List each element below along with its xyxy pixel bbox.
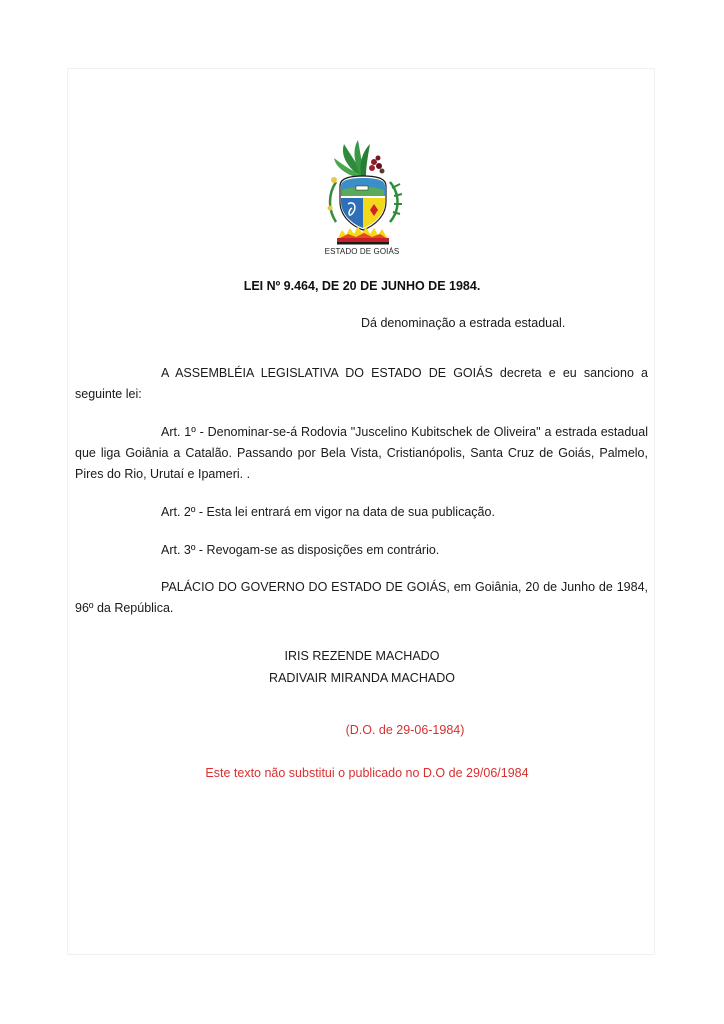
signature-secretary: RADIVAIR MIRANDA MACHADO: [269, 671, 455, 685]
goias-coat-of-arms-icon: [318, 138, 408, 246]
preamble: A ASSEMBLÉIA LEGISLATIVA DO ESTADO DE GOIÁS decreta e eu sanciono a seguinte lei:: [75, 366, 648, 401]
signature-governor: IRIS REZENDE MACHADO: [284, 649, 440, 663]
official-gazette-reference: (D.O. de 29-06-1984): [345, 723, 465, 737]
shield: [340, 176, 386, 230]
disclaimer-note: Este texto não substitui o publicado no D.O de 29/06/1984: [205, 766, 529, 780]
law-title: LEI Nº 9.464, DE 20 DE JUNHO DE 1984.: [243, 279, 481, 293]
closing-statement: PALÁCIO DO GOVERNO DO ESTADO DE GOIÁS, em Goiânia, 20 de Junho de 1984, 96º da República.: [75, 580, 648, 615]
article-2: Art. 2º - Esta lei entrará em vigor na data de sua publicação.: [161, 505, 495, 519]
article-1: Art. 1º - Denominar-se-á Rodovia "Juscelino Kubitschek de Oliveira" a estrada estadual que liga Goiânia a Catalão. Passando por Bela Vista, Cristianópolis, Santa Cruz de Goiás, Palmelo, Pires do Rio, Urutaí e Ipameri. .: [75, 425, 648, 481]
berries: [369, 156, 385, 174]
article-3: Art. 3º - Revogam-se as disposições em contrário.: [161, 543, 440, 557]
law-ementa: Dá denominação a estrada estadual.: [361, 316, 566, 330]
palm-fronds: [334, 140, 370, 178]
state-label: ESTADO DE GOIÁS: [324, 247, 400, 256]
